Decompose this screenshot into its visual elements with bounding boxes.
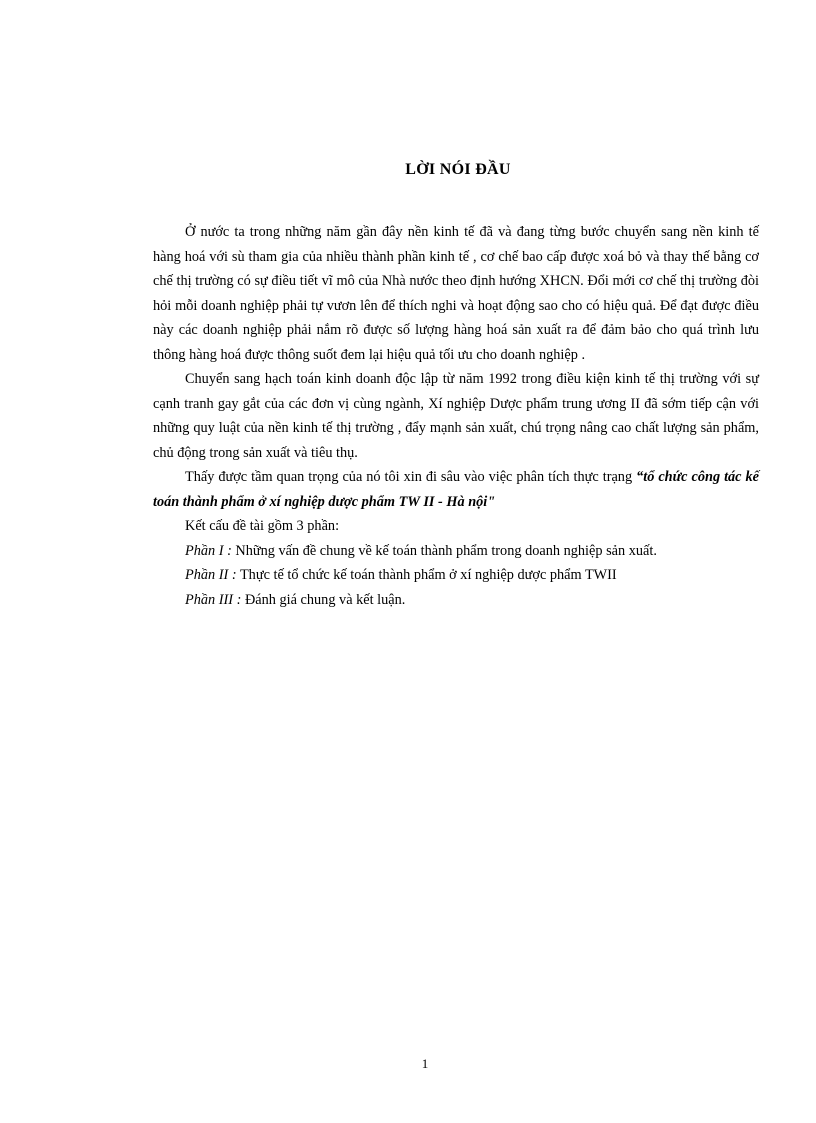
part-label: Phần III : (185, 591, 242, 608)
paragraph-intro: Ở nước ta trong những năm gần đây nền kinh tế đã và đang từng bước chuyển sang nền kinh tế hàng hoá với sù tham gia của nhiều thành phần kinh tế , cơ chế bao cấp được xoá bỏ và thay thế bằng cơ chế thị trường có sự điều tiết vĩ mô của Nhà nước theo định hướng XHCN. Đổi mới cơ chế thị trường đòi hỏi mỗi doanh nghiệp phải tự vươn lên để thích nghi và hoạt động sao cho có hiệu quả. Để đạt được điều này các doanh nghiệp phải nắm rõ được số lượng hàng hoá sản xuất ra để đảm bảo cho quá trình lưu thông hàng hoá được thông suốt đem lại hiệu quả tối ưu cho doanh nghiệp . (153, 224, 759, 363)
paragraph-topic (153, 465, 759, 514)
part-label: Phần I : (185, 542, 232, 559)
part-item (153, 588, 759, 613)
page-title: LỜI NÓI ĐẦU (405, 161, 511, 178)
part-item (153, 539, 759, 564)
part-item (153, 563, 759, 588)
document-body (153, 220, 759, 612)
structure-intro: Kết cấu đề tài gồm 3 phần: (185, 518, 340, 534)
paragraph-history: Chuyển sang hạch toán kinh doanh độc lập từ năm 1992 trong điều kiện kinh tế thị trường với sự cạnh tranh gay gắt của các đơn vị cùng ngành, Xí nghiệp Dược phẩm trung ương II đã sớm tiếp cận với những quy luật của nền kinh tế thị trường , đẩy mạnh sản xuất, chú trọng nâng cao chất lượng sản phẩm, chủ động trong sản xuất và tiêu thụ. (153, 371, 759, 461)
part-text: Đánh giá chung và kết luận. (241, 591, 406, 608)
part-label: Phần II : (185, 567, 237, 583)
topic-title: “tổ chức công tác kế toán thành phẩm ở xí nghiệp dược phẩm TW II - Hà nội" (153, 469, 759, 510)
topic-intro-text: Thấy được tầm quan trọng của nó tôi xin đi sâu vào việc phân tích thực trạng (185, 469, 637, 485)
part-text: Thực tế tổ chức kế toán thành phẩm ở xí nghiệp dược phẩm TWII (236, 567, 617, 583)
page-number: 1 (421, 1056, 429, 1071)
part-text: Những vấn đề chung về kế toán thành phẩm trong doanh nghiệp sản xuất. (231, 542, 657, 559)
